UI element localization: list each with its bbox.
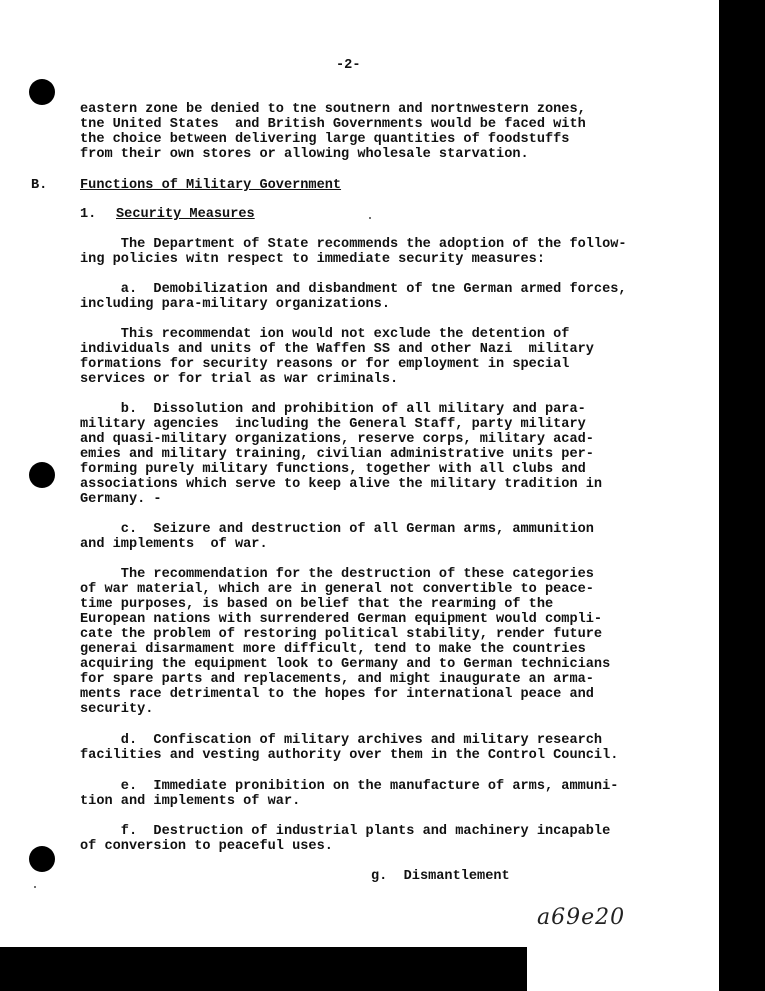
section-letter: B. [31, 178, 48, 193]
text-line: of war material, which are in general not convertible to peace- [80, 582, 594, 597]
text-line: military agencies including the General Staff, party military [80, 417, 586, 432]
text-line: emies and military training, civilian administrative units per- [80, 447, 594, 462]
text-line: cate the problem of restoring political stability, render future [80, 627, 603, 642]
punch-hole-bottom [29, 846, 55, 872]
text-line: from their own stores or allowing wholesale starvation. [80, 147, 529, 162]
text-line: associations which serve to keep alive the military tradition in [80, 477, 603, 492]
page-number: -2- [336, 58, 361, 73]
section-heading: Functions of Military Government [80, 178, 342, 193]
text-line: tion and implements of war. [80, 794, 301, 809]
text-line: Germany. - [80, 492, 162, 507]
text-line: eastern zone be denied to tne soutnern and nortnwestern zones, [80, 102, 586, 117]
scan-border-bottom [0, 947, 527, 991]
text-line: tne United States and British Governments would be faced with [80, 117, 586, 132]
text-line: The recommendation for the destruction of these categories [80, 567, 594, 582]
text-line: b. Dissolution and prohibition of all military and para- [80, 402, 586, 417]
text-line: d. Confiscation of military archives and military research [80, 733, 603, 748]
text-line: ing policies witn respect to immediate security measures: [80, 252, 545, 267]
subsection-number: 1. [80, 207, 97, 222]
text-line: facilities and vesting authority over them in the Control Council. [80, 748, 619, 763]
scan-border-right [719, 0, 765, 991]
text-line: c. Seizure and destruction of all German arms, ammunition [80, 522, 594, 537]
scan-speck [369, 217, 371, 219]
catchword: g. Dismantlement [371, 869, 510, 884]
text-line: security. [80, 702, 154, 717]
text-line: f. Destruction of industrial plants and machinery incapable [80, 824, 611, 839]
text-line: formations for security reasons or for employment in special [80, 357, 570, 372]
text-line: and quasi-military organizations, reserve corps, military acad- [80, 432, 594, 447]
text-line: ments race detrimental to the hopes for international peace and [80, 687, 594, 702]
text-line: generai disarmament more difficult, tend to make the countries [80, 642, 586, 657]
text-line: the choice between delivering large quantities of foodstuffs [80, 132, 570, 147]
punch-hole-top [29, 79, 55, 105]
scan-speck [34, 886, 36, 888]
text-line: forming purely military functions, together with all clubs and [80, 462, 586, 477]
text-line: time purposes, is based on belief that the rearming of the [80, 597, 554, 612]
punch-hole-middle [29, 462, 55, 488]
subsection-heading: Security Measures [116, 207, 255, 222]
text-line: for spare parts and replacements, and might inaugurate an arma- [80, 672, 594, 687]
text-line: and implements of war. [80, 537, 268, 552]
handwritten-annotation: a69e20 [537, 905, 626, 930]
text-line: services or for trial as war criminals. [80, 372, 399, 387]
text-line: a. Demobilization and disbandment of tne German armed forces, [80, 282, 627, 297]
text-line: individuals and units of the Waffen SS and other Nazi military [80, 342, 594, 357]
text-line: acquiring the equipment look to Germany and to German technicians [80, 657, 611, 672]
text-line: This recommendat ion would not exclude the detention of [80, 327, 570, 342]
text-line: e. Immediate pronibition on the manufacture of arms, ammuni- [80, 779, 619, 794]
text-line: including para-military organizations. [80, 297, 390, 312]
text-line: European nations with surrendered German equipment would compli- [80, 612, 603, 627]
text-line: The Department of State recommends the adoption of the follow- [80, 237, 627, 252]
text-line: of conversion to peaceful uses. [80, 839, 333, 854]
